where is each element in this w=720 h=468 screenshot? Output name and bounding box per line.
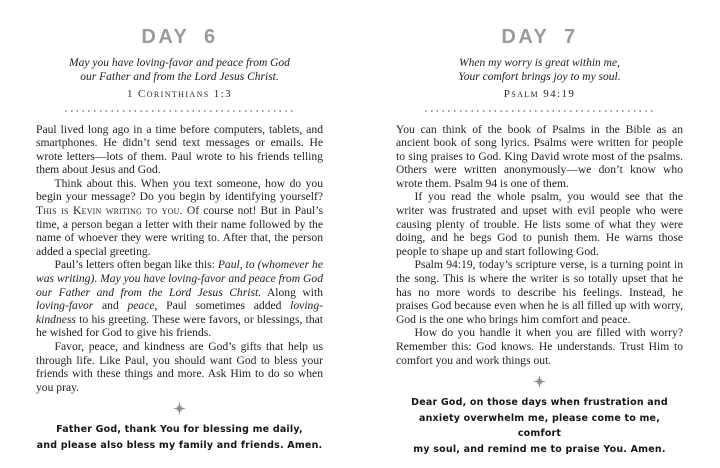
body-paragraph: Favor, peace, and kindness are God’s gifts that help us through life. Like Paul, you should want God to bless your friends with these things and more. Ask Him to do so when you pray.	[36, 340, 323, 394]
devotional-body	[36, 123, 323, 395]
text-line: May you have loving-favor and peace from God	[69, 57, 290, 69]
text-line: our Father and from the Lord Jesus Christ.	[80, 70, 279, 83]
prayer-text	[36, 422, 323, 453]
scripture-reference: Psalm 94:19	[503, 88, 576, 100]
dotted-divider	[65, 110, 295, 112]
body-paragraph: If you read the whole psalm, you would see that the writer was frustrated and upset with evil people who were causing plenty of trouble. He lists some of what they were doing, and he begs God to punish them. He warns those people to shape up and start following God.	[396, 190, 683, 258]
body-paragraph: You can think of the book of Psalms in the Bible as an ancient book of song lyrics. Psalms were written for people to sing praises to God. King David wrote most of the psalms. Others were written anonymously—we don’t know who wrote them. Psalm 94 is one of them.	[396, 122, 683, 190]
body-paragraph: Psalm 94:19, today’s scripture verse, is a turning point in the song. This is where the writer is so totally upset that he has no more words to describe his feelings. Instead, he praises God because even when he is all filled up with worry, God is the one who brings him comfort and peace.	[396, 258, 683, 326]
devotional-body	[396, 123, 683, 368]
text-line: my soul, and remind me to praise You. Amen.	[413, 443, 666, 455]
body-paragraph: How do you handle it when you are filled with worry? Remember this: God knows. He understands. Trust Him to comfort you and work things out.	[396, 326, 683, 367]
devotional-page-day-7	[360, 0, 720, 468]
dotted-divider	[425, 110, 655, 112]
scripture-verse	[36, 57, 323, 84]
scripture-verse	[396, 57, 683, 84]
scripture-reference: 1 Corinthians 1:3	[126, 88, 233, 100]
text-line: Dear God, on those days when frustration and	[411, 397, 668, 409]
sparkle-divider-icon	[396, 375, 683, 389]
text-line: Your comfort brings joy to my soul.	[458, 70, 621, 83]
body-paragraph: Think about this. When you text someone, how do you begin your message? Do you begin by identifying yourself? This is Kevin writing to you. Of course not! But in Paul’s time, a person began a letter with their name followed by the name of whoever they were writing to. After that, the person added a special greeting.	[36, 176, 323, 258]
body-paragraph: Paul’s letters often began like this: Paul, to (whomever he was writing). May you have loving-favor and peace from God our Father and from the Lord Jesus Christ. Along with loving-favor and peace, Paul sometimes added loving-kindness to his greeting. These were favors, or blessings, that he wished for God to give his friends.	[36, 258, 323, 340]
prayer-text	[396, 395, 683, 457]
text-line: and please also bless my family and friends. Amen.	[36, 439, 323, 451]
text-line: Father God, thank You for blessing me daily,	[56, 424, 303, 436]
text-line: anxiety overwhelm me, please come to me, comfort	[418, 412, 661, 440]
text-line: When my worry is great within me,	[459, 57, 620, 69]
sparkle-divider-icon	[36, 402, 323, 416]
day-heading: DAY 7	[501, 26, 578, 48]
day-heading: DAY 6	[141, 26, 218, 48]
body-paragraph: Paul lived long ago in a time before computers, tablets, and smartphones. He didn’t send text messages or emails. He wrote letters—lots of them. Paul wrote to his friends telling them about Jesus and God.	[36, 122, 323, 177]
